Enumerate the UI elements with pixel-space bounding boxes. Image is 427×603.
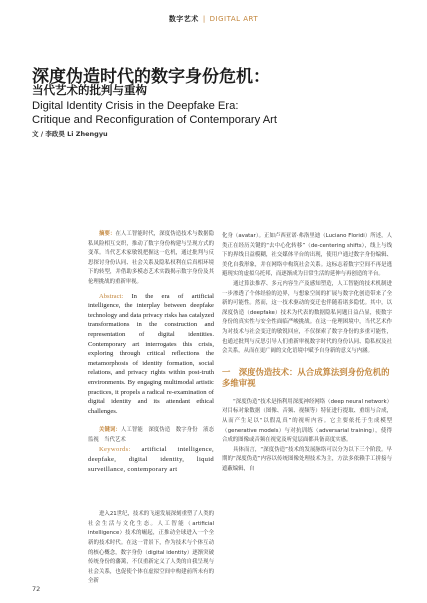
article-subtitle-zh: 当代艺术的批判与重构: [32, 83, 147, 97]
keywords-zh-text: 人工智能 深度伪造 数字身份 液态监视 当代艺术: [88, 427, 214, 443]
article-title-zh: 深度伪造时代的数字身份危机：: [32, 67, 270, 87]
keywords-en: [88, 445, 214, 474]
body-paragraph-4: 具体而言，“深度伪造”技术的发展脉络可以分为以下三个阶段。早期的“深度伪造”内容以传统图像处理技术为主，方法多依赖手工拼接与遮蔽编辑，自: [222, 446, 392, 472]
section-heading-1: 一 深度伪造技术：从合成算法到身份危机的多维审视: [222, 366, 390, 389]
abstract-en-label: Abstract:: [99, 292, 124, 300]
keywords-en-text: artificial intelligence, deepfake, digital identity, liquid surveillance, contemporary art: [88, 446, 214, 473]
left-column: [88, 230, 214, 587]
abstract-zh: [88, 230, 214, 288]
header-section-en: DIGITAL ART: [209, 15, 259, 23]
abstract-en: [88, 292, 214, 417]
header-separator: |: [202, 15, 206, 23]
body-paragraph-3: “深度伪造”技术是指利用深度神经网络（deep neural network）对目标对象数据（图像、音频、视频等）特征进行提取、重组与合成，从而产生足以“以假乱真”的视听内容。它主要依托于生成模型（generative models）与对抗训练（adversarial training），使得合成的图像或音频在视觉及听觉层面都具备高度实感。: [222, 398, 392, 444]
keywords-zh-label: 关键词：: [99, 427, 121, 434]
right-column: [222, 232, 392, 474]
body-paragraph-intro: 进入21世纪，技术的飞速发展深刻重塑了人类的社会生活与文化生态。人工智能（artificial intelligence）技术的崛起，正推动全球进入一个全新的技术时代。在这一背景下，作为技术与个体互动的核心概念，数字身份（digital identity）逐渐突破传统身份的藩篱，不仅重新定义了人类的自我呈现与社会关系，也促使个体在虚拟空间中构建前所未有的全新: [88, 511, 214, 585]
abstract-en-text: In the era of artificial intelligence, the interplay between deepfake technology and data privacy risks has catalyzed transformations in the construction and representation of digital identities. Contemporary art interrogates this crisis, exploring through critical reflections the metamorphosis of identity formation, social relations, and privacy rights within post-truth environments. By engaging multimodal artistic practices, it propels a radical re-examination of digital identity and its attendant ethical challenges.: [88, 292, 214, 415]
running-header: [0, 14, 427, 24]
page-number: 72: [32, 585, 41, 593]
keywords-en-label: Keywords:: [99, 446, 131, 454]
article-title-en: [32, 100, 412, 127]
header-section-zh: 数字艺术: [168, 15, 199, 23]
body-paragraph-2: 通过算法推荐、多元内容生产及感知塑造，人工智能的技术机制进一步渗透了个体经验的边界，与想象空间的扩展与数字化创造带来了全新的可能性。然而，这一技术驱动的变迁也伴随着诸多隐忧。其中，以深度伪造（deepfake）技术为代表的数据隐私问题日益凸显，使数字身份的真实性与安全性面临严峻挑战。在这一伦理困境中，当代艺术作为对技术与社会变迁的敏锐回应，不仅探索了数字身份的多重可能性，也通过批判与反思引导人们重新审视数字时代的身份认同、隐私权及社会关系，从而在更广阔的文化语境中赋予自身新的意义与内涵。: [222, 280, 392, 355]
article-title-en-line1: Digital Identity Crisis in the Deepfake Era:: [32, 100, 239, 112]
body-paragraph-1: 化身（avatar）。正如卢西亚诺·弗洛里迪（Luciano Floridi）所述，人类正在经历关键的“去中心化转移”（de-centering shifts），线上与线下的界线日益模糊，社交媒体平台的出现，使用户通过数字身份编辑、美化自我形象，并在网络中构筑社会关系。这标志着数字空间不再是逃避现实的虚拟乌托邦，而逐渐成为日常生活的延伸与再创造的平台。: [222, 233, 392, 278]
keywords-zh: [88, 426, 214, 445]
author-byline: 文 / 李政昊 Li Zhengyu: [32, 130, 108, 138]
abstract-zh-text: 在人工智能时代，深度伪造技术与数据隐私风险相互交织，推动了数字身份构建与呈现方式的变革。当代艺术家敏锐把握这一危机，通过批判与反思探讨身份认同、社会关系及隐私权利在后真相环境下的转型，并借助多模态艺术实践揭示数字身份及其伦理挑战的重新审视。: [88, 231, 214, 285]
article-title-en-line2: Critique and Reconfiguration of Contemporary Art: [32, 113, 278, 126]
abstract-zh-label: 摘要：: [99, 231, 116, 237]
